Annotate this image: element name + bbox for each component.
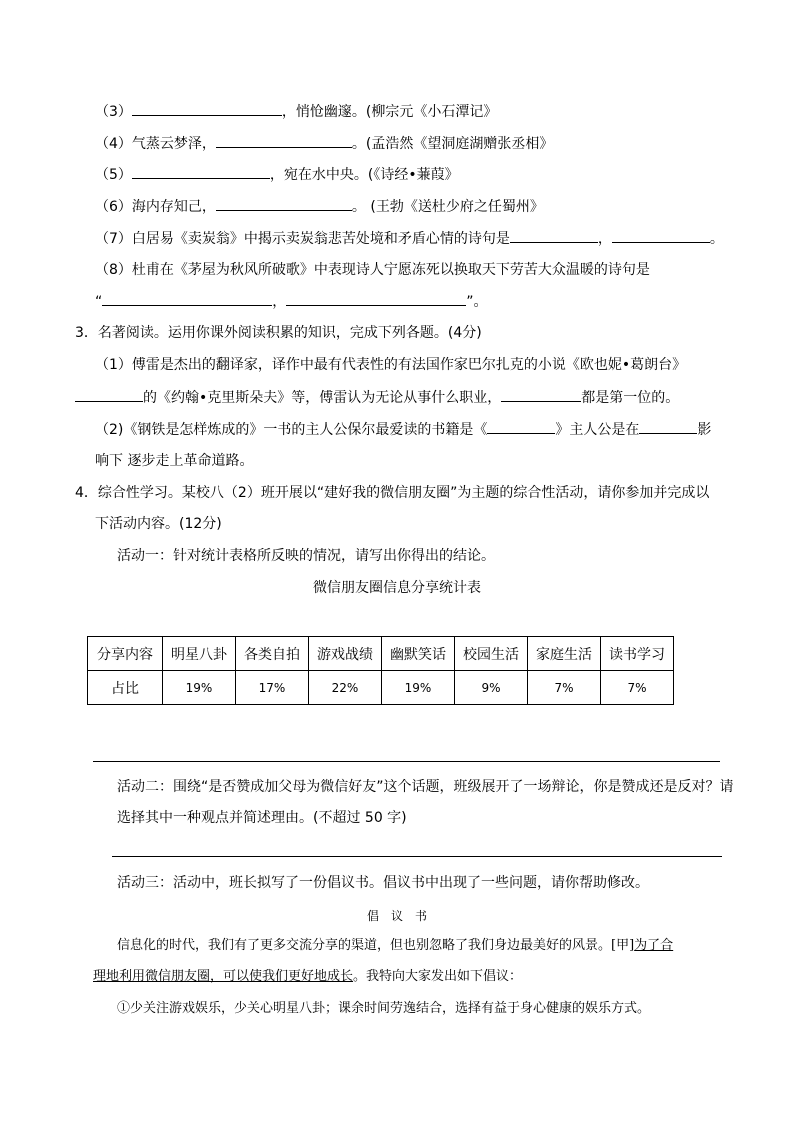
item-text: 的《约翰•克里斯朵夫》等，傅雷认为无论从事什么职业， <box>143 390 502 406</box>
table-cell: 17% <box>236 671 309 705</box>
table-header-cell: 幽默笑话 <box>382 637 455 671</box>
underlined-sentence-jia: 理地利用微信朋友圈，可以使我们更好地成长 <box>93 969 354 984</box>
item-text: ”。 <box>466 294 488 310</box>
answer-blank[interactable] <box>216 133 352 148</box>
q3-part1-line2 <box>75 387 679 408</box>
table-header-row <box>88 637 674 671</box>
item-number: （5） <box>95 167 132 183</box>
proposal-item-1: ①少关注游戏娱乐，少关心明星八卦；课余时间劳逸结合，选择有益于身心健康的娱乐方式。 <box>117 1001 651 1016</box>
table-cell: 7% <box>601 671 674 705</box>
table-header-cell: 各类自拍 <box>236 637 309 671</box>
q3-part2-line2: 响下 逐步走上革命道路。 <box>95 453 254 469</box>
item-text: 海内存知己， <box>131 199 216 215</box>
answer-blank[interactable] <box>501 387 581 402</box>
table-row <box>88 671 674 705</box>
q2-item-4 <box>95 133 553 154</box>
table-header-cell: 校园生活 <box>455 637 528 671</box>
activity-2-prompt-line2: 选择其中一种观点并简述理由。(不超过 50 字) <box>117 810 407 826</box>
proposal-text: 信息化的时代，我们有了更多交流分享的渠道，但也别忽略了我们身边最美好的风景。[甲] <box>117 938 635 953</box>
activity-3-prompt: 活动三：活动中，班长拟写了一份倡议书。倡议书中出现了一些问题，请你帮助修改。 <box>117 875 649 891</box>
item-text: 。 (王勃《送杜少府之任蜀州》 <box>351 199 544 215</box>
answer-blank[interactable] <box>132 164 270 179</box>
item-number: （3） <box>95 104 132 120</box>
table-header-cell: 明星八卦 <box>163 637 236 671</box>
q2-item-8-answer <box>95 291 488 312</box>
answer-blank[interactable] <box>216 196 352 211</box>
item-text: “ <box>95 294 103 310</box>
q2-item-3 <box>95 101 497 122</box>
item-text: （7）白居易《卖炭翁》中揭示卖炭翁悲苦处境和矛盾心情的诗句是 <box>95 231 510 247</box>
table-header-cell: 分享内容 <box>88 637 163 671</box>
table-row-label: 占比 <box>88 671 163 705</box>
item-text: 。 <box>709 231 724 247</box>
q3-heading: 3．名著阅读。运用你课外阅读积累的知识，完成下列各题。(4分) <box>75 325 482 341</box>
item-text: ，宛在水中央。(《诗经•蒹葭》 <box>269 167 459 183</box>
table-header-cell: 家庭生活 <box>528 637 601 671</box>
answer-line[interactable] <box>93 761 720 762</box>
item-text: （8）杜甫在《茅屋为秋风所破歌》中表现诗人宁愿冻死以换取天下劳苦大众温暖的诗句是 <box>95 262 650 278</box>
item-text: 。(孟浩然《望洞庭湖赠张丞相》 <box>351 136 554 152</box>
q2-item-7 <box>95 228 724 249</box>
underlined-sentence-jia: 为了合 <box>634 938 674 953</box>
item-text: 气蒸云梦泽， <box>131 136 216 152</box>
item-text: 影 <box>697 422 712 438</box>
share-stats-table <box>87 636 674 705</box>
q4-heading-line1: 4．综合性学习。某校八（2）班开展以“建好我的微信朋友圈”为主题的综合性活动，请你参加并完成以 <box>75 485 710 501</box>
item-text: 都是第一位的。 <box>581 390 680 406</box>
table-header-cell: 读书学习 <box>601 637 674 671</box>
answer-blank[interactable] <box>132 101 282 116</box>
q2-item-6 <box>95 196 544 217</box>
answer-blank[interactable] <box>75 387 143 402</box>
table-cell: 22% <box>309 671 382 705</box>
table-cell: 19% <box>163 671 236 705</box>
activity-2-prompt-line1: 活动二：围绕“是否赞成加父母为微信好友”这个话题，班级展开了一场辩论，你是赞成还是反对？请 <box>117 779 734 795</box>
answer-blank[interactable] <box>510 228 598 243</box>
q3-part1-line1: （1）傅雷是杰出的翻译家，译作中最有代表性的有法国作家巴尔扎克的小说《欧也妮•葛朗台》 <box>95 357 687 373</box>
q2-item-5 <box>95 164 459 185</box>
answer-blank[interactable] <box>286 291 466 306</box>
item-number: （4） <box>95 136 132 152</box>
table-header-cell: 游戏战绩 <box>309 637 382 671</box>
answer-blank[interactable] <box>102 291 272 306</box>
item-number: （6） <box>95 199 132 215</box>
table-cell: 7% <box>528 671 601 705</box>
table-title: 微信朋友圈信息分享统计表 <box>313 580 481 596</box>
table-cell: 9% <box>455 671 528 705</box>
item-text: 》主人公是在 <box>555 422 640 438</box>
answer-blank[interactable] <box>639 419 697 434</box>
answer-blank[interactable] <box>612 228 710 243</box>
q4-heading-line2: 下活动内容。(12分) <box>95 516 222 532</box>
activity-1-prompt: 活动一：针对统计表格所反映的情况，请写出你得出的结论。 <box>117 548 495 564</box>
proposal-paragraph-line2 <box>93 967 522 987</box>
item-text: ， <box>272 294 287 310</box>
item-text: ， <box>597 231 612 247</box>
answer-line[interactable] <box>112 856 722 857</box>
proposal-paragraph-line1 <box>117 936 673 956</box>
q3-part2-line1 <box>95 419 711 440</box>
proposal-text: 。我特向大家发出如下倡议： <box>353 969 523 984</box>
answer-blank[interactable] <box>487 419 555 434</box>
table-cell: 19% <box>382 671 455 705</box>
item-text: ，悄怆幽邃。(柳宗元《小石潭记》 <box>281 104 498 120</box>
item-text: （2)《钢铁是怎样炼成的》一书的主人公保尔最爱读的书籍是《 <box>95 422 488 438</box>
q2-item-8 <box>95 260 650 280</box>
proposal-title: 倡 议 书 <box>366 909 427 923</box>
